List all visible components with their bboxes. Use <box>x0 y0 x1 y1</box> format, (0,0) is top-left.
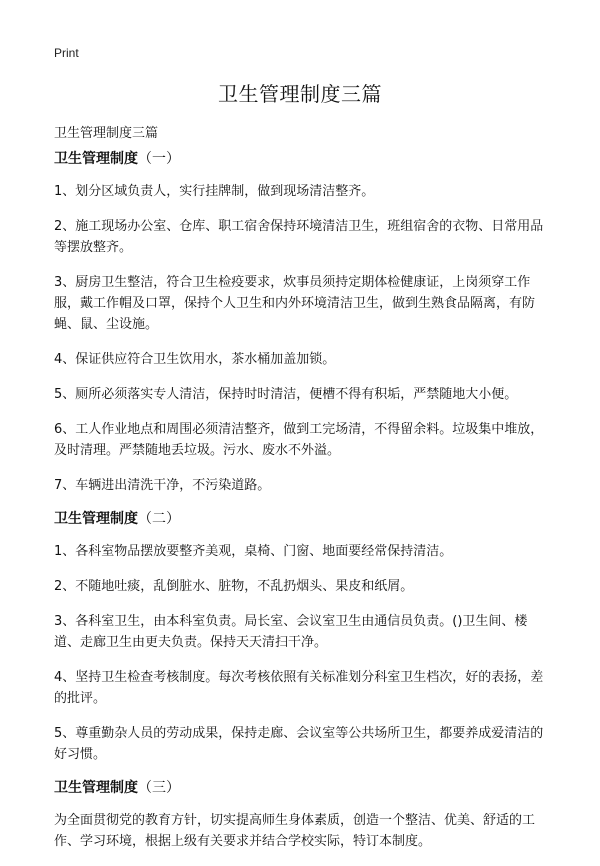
paragraph: 2、不随地吐痰，乱倒脏水、脏物，不乱扔烟头、果皮和纸屑。 <box>54 579 414 594</box>
paragraph: 4、保证供应符合卫生饮用水，茶水桶加盖加锁。 <box>54 352 336 367</box>
section-heading: 卫生管理制度（二） <box>54 511 180 527</box>
section-3 <box>54 779 550 852</box>
page-title: 卫生管理制度三篇 <box>218 82 382 106</box>
paragraph: 6、工人作业地点和周围必须清洁整齐，做到工完场清，不得留余料。垃圾集中堆放，及时清理。严禁随地丢垃圾。污水、废水不外溢。 <box>54 422 544 458</box>
section-2 <box>54 510 550 765</box>
print-link[interactable]: Print <box>54 46 79 60</box>
paragraph: 7、车辆进出清洗干净，不污染道路。 <box>54 478 271 493</box>
paragraph: 1、划分区域负责人，实行挂牌制，做到现场清洁整齐。 <box>54 184 375 199</box>
document-body <box>54 150 550 866</box>
paragraph: 3、厨房卫生整洁，符合卫生检疫要求，炊事员须持定期体检健康证，上岗须穿工作服，戴工作帽及口罩，保持个人卫生和内外环境清洁卫生，做到生熟食品隔离，有防蝇、鼠、尘设施。 <box>54 275 536 332</box>
document-subtitle: 卫生管理制度三篇 <box>54 126 159 141</box>
paragraph: 5、厕所必须落实专人清洁，保持时时清洁，便槽不得有积垢，严禁随地大小便。 <box>54 387 518 402</box>
paragraph: 3、各科室卫生，由本科室负责。局长室、会议室卫生由通信员负责。()卫生间、楼道、走廊卫生由更夫负责。保持天天清扫干净。 <box>54 614 528 650</box>
section-heading: 卫生管理制度（三） <box>54 780 180 796</box>
paragraph: 为全面贯彻党的教育方针，切实提高师生身体素质，创造一个整洁、优美、舒适的工作、学习环境，根据上级有关要求并结合学校实际，特订本制度。 <box>54 813 536 849</box>
paragraph: 2、施工现场办公室、仓库、职工宿舍保持环境清洁卫生，班组宿舍的衣物、日常用品等摆放整齐。 <box>54 219 544 255</box>
paragraph: 5、尊重勤杂人员的劳动成果，保持走廊、会议室等公共场所卫生，都要养成爱清洁的好习惯。 <box>54 726 544 762</box>
paragraph: 4、坚持卫生检查考核制度。每次考核依照有关标准划分科室卫生档次，好的表扬，差的批评。 <box>54 670 544 706</box>
paragraph: 1、各科室物品摆放要整齐美观，桌椅、门窗、地面要经常保持清洁。 <box>54 544 453 559</box>
section-heading: 卫生管理制度（一） <box>54 151 180 167</box>
section-1 <box>54 150 550 496</box>
